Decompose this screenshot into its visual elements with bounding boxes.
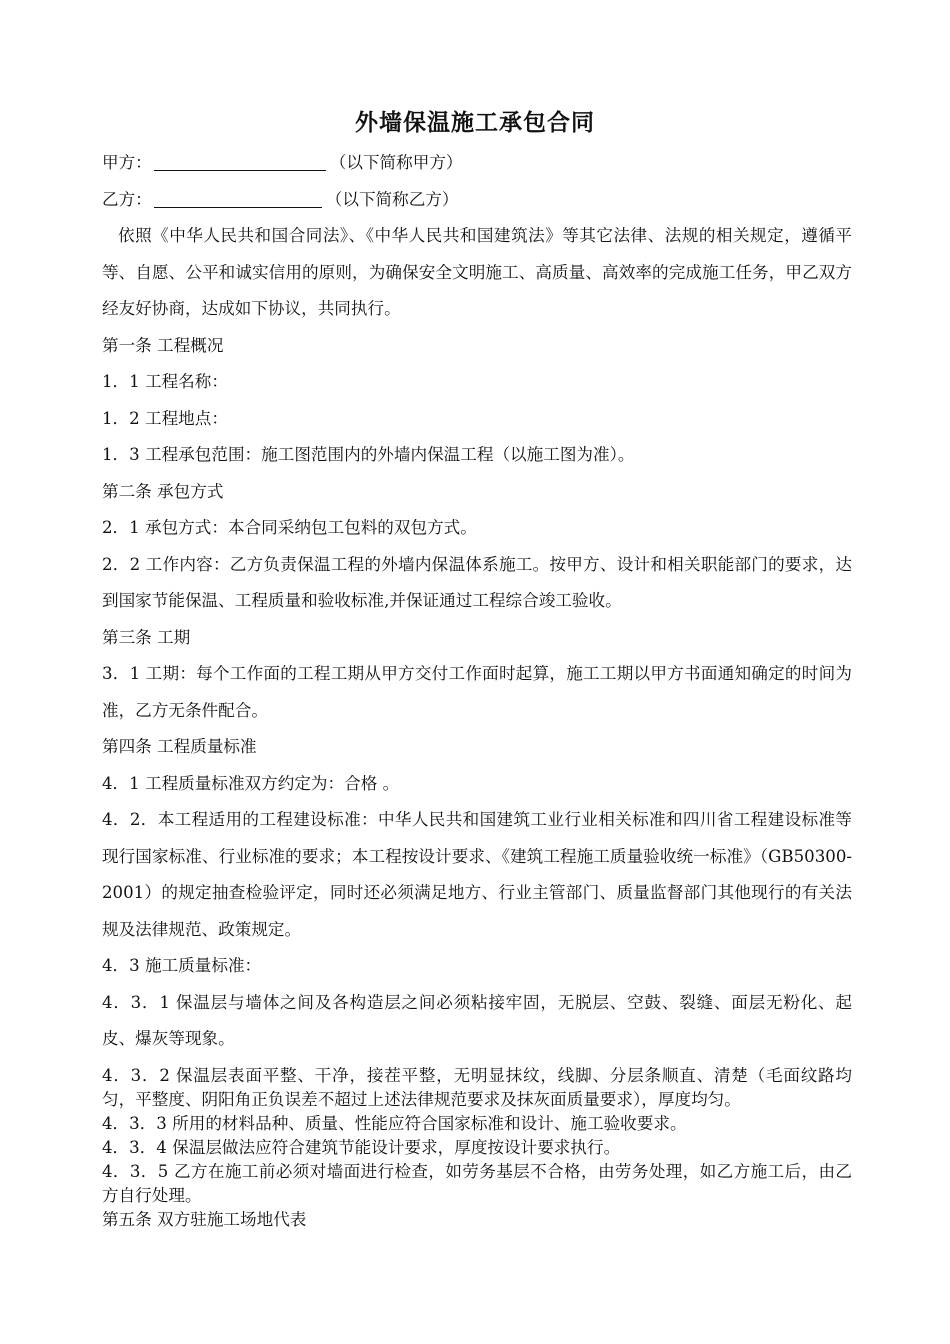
- clause-1-1: 1．1 工程名称：: [102, 372, 228, 391]
- party-b-label: 乙方：: [102, 189, 152, 209]
- clause-4-1: 4．1 工程质量标准双方约定为：合格 。: [102, 773, 400, 793]
- party-b-line: [102, 182, 852, 219]
- clause-heading-4: 第四条 工程质量标准: [102, 737, 257, 756]
- clause-4-3-5: 4．3．5 乙方在施工前必须对墙面进行检查，如劳务基层不合格，由劳务处理，如乙方施工后，由乙方自行处理。: [102, 1161, 852, 1205]
- party-a-line: [102, 145, 852, 182]
- document-title: 外墙保温施工承包合同: [355, 109, 595, 136]
- clause-4-3-1: 4．3．1 保温层与墙体之间及各构造层之间必须粘接牢固，无脱层、空鼓、裂缝、面层无粉化、起皮、爆灰等现象。: [102, 992, 852, 1048]
- clause-4-3-3: 4．3．3 所用的材料品种、质量、性能应符合国家标准和设计、施工验收要求。: [102, 1113, 687, 1133]
- clause-4-3: 4．3 施工质量标准：: [102, 956, 262, 975]
- clause-heading-1: 第一条 工程概况: [102, 335, 224, 355]
- clause-4-3-2: 4．3．2 保温层表面平整、干净，接茬平整，无明显抹纹，线脚、分层条顺直、清楚（毛面纹路均匀，平整度、阴阳角正负误差不超过上述法律规范要求及抹灰面质量要求），厚度均匀。: [102, 1065, 852, 1109]
- clause-heading-2: 第二条 承包方式: [102, 481, 224, 501]
- party-a-blank: [154, 152, 326, 171]
- clause-1-3: 1．3 工程承包范围：施工图范围内的外墙内保温工程（以施工图为准）。: [102, 445, 635, 464]
- clause-3-1: 3．1 工期：每个工作面的工程工期从甲方交付工作面时起算，施工工期以甲方书面通知确定的时间为准，乙方无条件配合。: [102, 664, 852, 720]
- party-a-suffix: （以下简称甲方）: [329, 153, 463, 172]
- intro-paragraph: 依照《中华人民共和国合同法》、《中华人民共和国建筑法》等其它法律、法规的相关规定，遵循平等、自愿、公平和诚实信用的原则，为确保安全文明施工、高质量、高效率的完成施工任务，甲乙双方经友好协商，达成如下协议，共同执行。: [102, 226, 852, 318]
- party-b-blank: [154, 189, 322, 208]
- clause-heading-3: 第三条 工期: [102, 627, 191, 647]
- clause-1-2: 1．2 工程地点：: [102, 408, 228, 428]
- clause-4-3-4: 4．3．4 保温层做法应符合建筑节能设计要求，厚度按设计要求执行。: [102, 1137, 621, 1157]
- clause-4-2: 4．2．本工程适用的工程建设标准：中华人民共和国建筑工业行业相关标准和四川省工程建设标准等现行国家标准、行业标准的要求；本工程按设计要求、《建筑工程施工质量验收统一标准》（GB50300-2001）的规定抽查检验评定，同时还必须满足地方、行业主管部门、质量监督部门其他现行的有关法规及法律规范、政策规定。: [102, 810, 852, 939]
- document-body: [102, 145, 852, 1232]
- clause-2-1: 2．1 承包方式：本合同采纳包工包料的双包方式。: [102, 518, 477, 537]
- party-a-label: 甲方：: [102, 153, 152, 172]
- clause-heading-5: 第五条 双方驻施工场地代表: [102, 1209, 307, 1229]
- clause-2-2: 2．2 工作内容：乙方负责保温工程的外墙内保温体系施工。按甲方、设计和相关职能部门的要求，达到国家节能保温、工程质量和验收标准,并保证通过工程综合竣工验收。: [102, 554, 852, 610]
- party-b-suffix: （以下简称乙方）: [325, 189, 459, 209]
